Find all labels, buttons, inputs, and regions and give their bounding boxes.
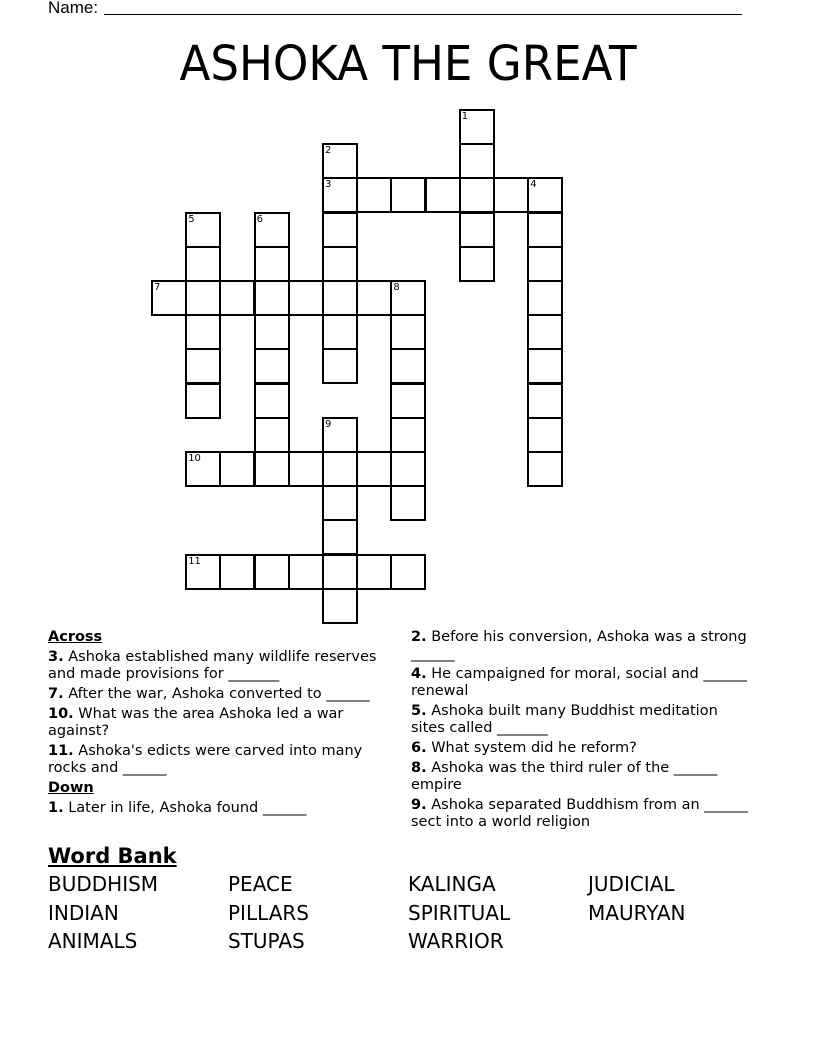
crossword-cell[interactable] xyxy=(219,451,255,487)
word-bank-word: ANIMALS xyxy=(48,929,138,953)
crossword-cell[interactable] xyxy=(185,348,221,384)
word-bank-word: SPIRITUAL xyxy=(408,900,511,925)
crossword-cell[interactable] xyxy=(459,246,495,282)
crossword-cell[interactable] xyxy=(254,212,290,248)
clue-number: 4 xyxy=(530,179,537,191)
word-bank-title: Word Bank xyxy=(48,844,177,868)
crossword-cell[interactable] xyxy=(322,177,358,213)
crossword-cell[interactable] xyxy=(322,212,358,248)
clue-num: 2. xyxy=(411,629,427,645)
crossword-cell[interactable] xyxy=(185,246,221,282)
crossword-cell[interactable] xyxy=(390,348,426,384)
crossword-cell[interactable] xyxy=(390,383,426,419)
clue-text: What system did he reform? xyxy=(426,740,637,756)
crossword-cell[interactable] xyxy=(390,280,426,316)
crossword-cell[interactable] xyxy=(322,554,358,590)
down-clue xyxy=(411,666,756,700)
crossword-cell[interactable] xyxy=(390,451,426,487)
across-heading: Across xyxy=(48,629,103,645)
clue-number: 6 xyxy=(256,213,263,225)
crossword-cell[interactable] xyxy=(527,417,563,453)
crossword-cell[interactable] xyxy=(185,280,221,316)
crossword-cell[interactable] xyxy=(527,212,563,248)
crossword-cell[interactable] xyxy=(390,177,426,213)
down-clue xyxy=(411,703,756,737)
crossword-cell[interactable] xyxy=(356,554,392,590)
word-bank-word: PEACE xyxy=(228,872,293,896)
clue-text: He campaigned for moral, social and ______ renewal xyxy=(411,666,747,699)
crossword-cell[interactable] xyxy=(390,314,426,350)
word-bank-word: KALINGA xyxy=(408,872,496,896)
crossword-cell[interactable] xyxy=(356,280,392,316)
crossword-cell[interactable] xyxy=(356,451,392,487)
clue-text: After the war, Ashoka converted to ______ xyxy=(63,686,370,702)
crossword-cell[interactable] xyxy=(254,383,290,419)
crossword-cell[interactable] xyxy=(254,348,290,384)
crossword-cell[interactable] xyxy=(390,554,426,590)
down-clue-list-right xyxy=(411,629,756,831)
clue-num: 9. xyxy=(411,797,427,813)
clue-num: 1. xyxy=(48,800,64,816)
crossword-cell[interactable] xyxy=(254,554,290,590)
crossword-cell[interactable] xyxy=(322,588,358,624)
word-bank-word: MAURYAN xyxy=(588,900,686,925)
crossword-cell[interactable] xyxy=(288,451,324,487)
crossword-cell[interactable] xyxy=(459,212,495,248)
crossword-cell[interactable] xyxy=(322,485,358,521)
crossword-cell[interactable] xyxy=(322,280,358,316)
clues-left-column xyxy=(48,629,393,820)
clue-number: 11 xyxy=(188,555,201,567)
crossword-cell[interactable] xyxy=(254,417,290,453)
word-bank-word: BUDDHISM xyxy=(48,872,159,896)
clue-number: 9 xyxy=(325,418,332,430)
across-clue xyxy=(48,706,393,740)
down-clue xyxy=(48,800,393,817)
crossword-cell[interactable] xyxy=(322,246,358,282)
name-label: Name: xyxy=(48,0,99,17)
crossword-cell[interactable] xyxy=(254,314,290,350)
crossword-cell[interactable] xyxy=(527,383,563,419)
clue-num: 7. xyxy=(48,686,64,702)
clue-text: Ashoka's edicts were carved into many rocks and ______ xyxy=(48,743,363,776)
crossword-cell[interactable] xyxy=(288,554,324,590)
clue-num: 10. xyxy=(48,706,74,722)
down-clue xyxy=(411,629,756,663)
crossword-cell[interactable] xyxy=(527,348,563,384)
word-bank xyxy=(48,872,768,958)
clue-text: Later in life, Ashoka found ______ xyxy=(63,800,307,816)
crossword-cell[interactable] xyxy=(459,177,495,213)
clue-num: 4. xyxy=(411,666,427,682)
clue-text: Ashoka built many Buddhist meditation sites called _______ xyxy=(411,703,718,736)
crossword-cell[interactable] xyxy=(527,451,563,487)
clue-num: 5. xyxy=(411,703,427,719)
clue-number: 3 xyxy=(325,179,332,191)
crossword-cell[interactable] xyxy=(527,314,563,350)
across-clue xyxy=(48,649,393,683)
crossword-cell[interactable] xyxy=(254,280,290,316)
word-bank-word: JUDICIAL xyxy=(588,872,675,896)
crossword-cell[interactable] xyxy=(459,109,495,145)
crossword-cell[interactable] xyxy=(254,451,290,487)
page-title: ASHOKA THE GREAT xyxy=(179,36,637,92)
word-bank-word: PILLARS xyxy=(228,900,309,925)
clue-number: 1 xyxy=(461,111,469,122)
clue-text: Ashoka was the third ruler of the ______ empire xyxy=(411,760,718,793)
crossword-cell[interactable] xyxy=(527,280,563,316)
crossword-cell[interactable] xyxy=(185,314,221,350)
crossword-cell[interactable] xyxy=(356,177,392,213)
crossword-cell[interactable] xyxy=(185,383,221,419)
crossword-cell[interactable] xyxy=(219,554,255,590)
crossword-cell[interactable] xyxy=(459,143,495,179)
down-clue-list-left xyxy=(48,800,393,817)
clue-num: 6. xyxy=(411,740,427,756)
crossword-cell[interactable] xyxy=(322,519,358,555)
down-clue xyxy=(411,797,756,831)
clue-text: Before his conversion, Ashoka was a strong ______ xyxy=(411,629,747,662)
crossword-cell[interactable] xyxy=(322,314,358,350)
crossword-cell[interactable] xyxy=(254,246,290,282)
down-clue xyxy=(411,760,756,794)
clue-number: 7 xyxy=(154,282,161,293)
clue-text: Ashoka established many wildlife reserves and made provisions for _______ xyxy=(48,649,377,682)
across-clue xyxy=(48,686,393,703)
clue-number: 10 xyxy=(188,453,201,464)
crossword-cell[interactable] xyxy=(390,417,426,453)
crossword-cell[interactable] xyxy=(288,280,324,316)
crossword-cell[interactable] xyxy=(527,246,563,282)
crossword-cell[interactable] xyxy=(322,417,358,453)
word-bank-word: STUPAS xyxy=(228,929,305,953)
word-bank-word: WARRIOR xyxy=(408,929,504,953)
down-clue xyxy=(411,740,756,757)
crossword-cell[interactable] xyxy=(185,212,221,248)
crossword-cell[interactable] xyxy=(425,177,461,213)
crossword-cell[interactable] xyxy=(185,554,221,590)
crossword-cell[interactable] xyxy=(322,348,358,384)
crossword-cell[interactable] xyxy=(322,451,358,487)
crossword-cell[interactable] xyxy=(390,485,426,521)
down-heading: Down xyxy=(48,780,94,796)
clue-text: What was the area Ashoka led a war against? xyxy=(48,706,344,739)
word-bank-word: INDIAN xyxy=(48,900,119,925)
crossword-cell[interactable] xyxy=(322,143,358,179)
crossword-cell[interactable] xyxy=(151,280,187,316)
across-clue xyxy=(48,743,393,777)
crossword-cell[interactable] xyxy=(493,177,529,213)
crossword-cell[interactable] xyxy=(219,280,255,316)
clue-number: 2 xyxy=(325,145,332,157)
clue-num: 11. xyxy=(48,743,74,759)
clue-number: 8 xyxy=(393,282,400,293)
clues-right-column xyxy=(411,629,756,834)
clue-number: 5 xyxy=(188,213,195,225)
crossword-cell[interactable] xyxy=(527,177,563,213)
clue-num: 3. xyxy=(48,649,64,665)
across-clue-list xyxy=(48,649,393,777)
crossword-cell[interactable] xyxy=(185,451,221,487)
clue-num: 8. xyxy=(411,760,427,776)
clue-text: Ashoka separated Buddhism from an ______ sect into a world religion xyxy=(411,797,748,830)
